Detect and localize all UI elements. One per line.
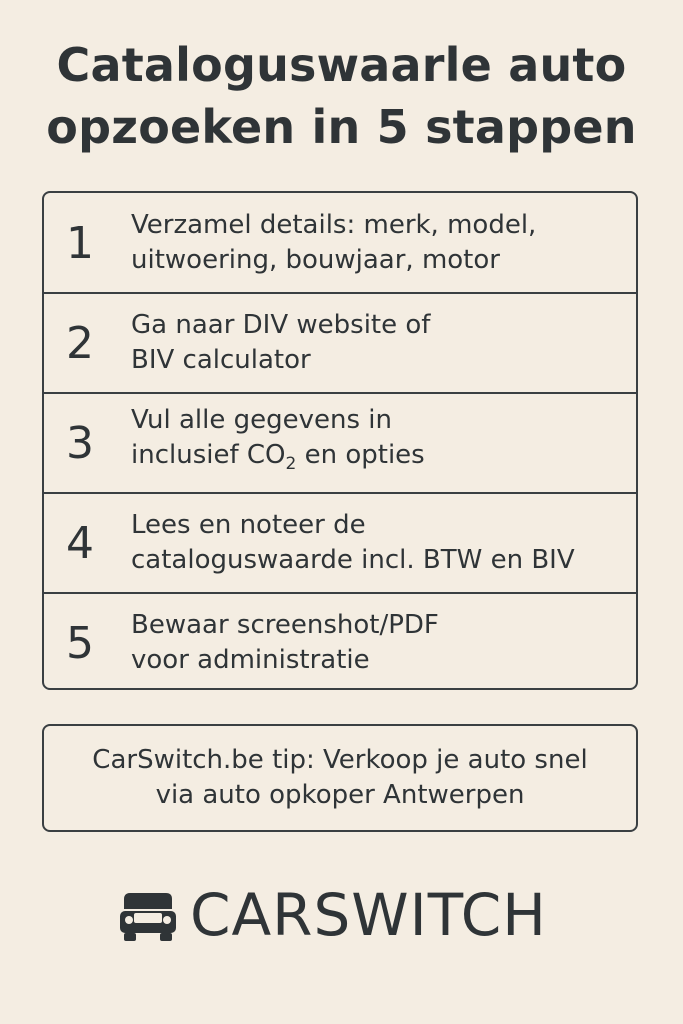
step-number: 4 (66, 517, 94, 569)
tip-box (42, 724, 638, 832)
car-icon (120, 889, 176, 941)
step-item-2 (44, 292, 636, 392)
brand-name: CARSWITCH (190, 881, 547, 949)
step-text-line-1: Vul alle gegevens in (131, 405, 393, 436)
step-text-line-2: uitwoering, bouwjaar, motor (131, 245, 500, 275)
step-text-line-2 (131, 438, 626, 482)
tip-line-1: CarSwitch.be tip: Verkoop je auto snel (92, 745, 588, 775)
title-line-1: Cataloguswaarle auto (56, 38, 627, 92)
title-line-2: opzoeken in 5 stappen (46, 100, 637, 154)
co2-prefix: inclusief CO (131, 440, 286, 471)
step-text-line-1: Verzamel details: merk, model, (131, 210, 537, 240)
tip-line-2: via auto opkoper Antwerpen (155, 780, 525, 810)
step-item-3 (44, 392, 636, 492)
step-text (131, 394, 626, 492)
step-text-line-1: Lees en noteer de (131, 510, 366, 540)
step-number: 3 (66, 417, 94, 469)
page-title (0, 34, 683, 158)
step-text-line-2: voor administratie (131, 645, 370, 675)
step-text-line-2: BIV calculator (131, 345, 311, 375)
step-text-line-1: Bewaar screenshot/PDF (131, 610, 439, 640)
step-item-4 (44, 492, 636, 592)
co2-subscript: 2 (285, 454, 297, 475)
step-number: 5 (66, 617, 94, 669)
step-text-line-2: cataloguswaarde incl. BTW en BIV (131, 545, 575, 575)
step-number: 1 (66, 217, 94, 269)
step-text (131, 294, 626, 392)
brand-logo (120, 881, 547, 949)
step-item-1 (44, 193, 636, 293)
step-item-5 (44, 592, 636, 692)
step-number: 2 (66, 317, 94, 369)
step-text-line-1: Ga naar DIV website of (131, 310, 431, 340)
step-text (131, 494, 626, 592)
co2-suffix: en opties (296, 440, 425, 471)
step-text (131, 594, 626, 692)
step-text (131, 193, 626, 293)
steps-list (42, 191, 638, 690)
